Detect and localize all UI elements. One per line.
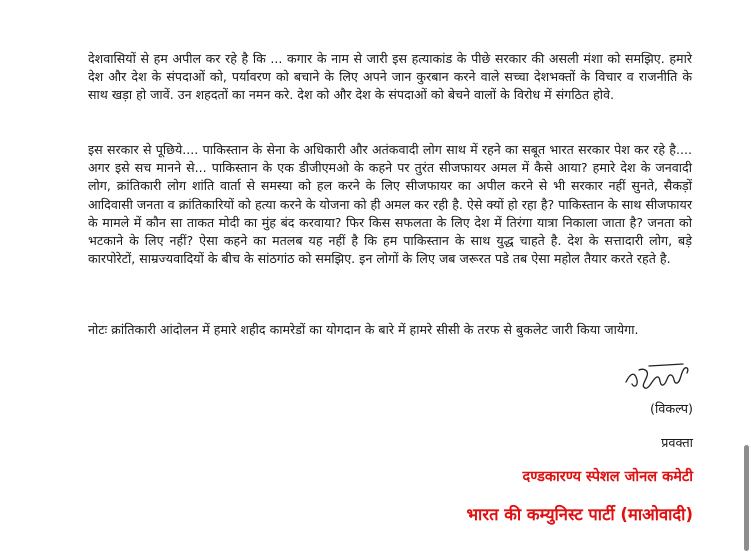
zonal-committee-title: दण्डकारण्य स्पेशल जोनल कमेटी <box>522 469 693 485</box>
signatory-role: प्रवक्ता <box>661 436 693 451</box>
signatory-name: (विकल्प) <box>649 402 693 417</box>
paragraph-text: नोटः क्रांतिकारी आंदोलन में हमारे शहीद कामरेडों का योगदान के बारे में हामरे सीसी के तरफ से बुकलेट जारी किया जायेगा. <box>88 322 639 337</box>
party-name: भारत की कम्युनिस्ट पार्टी (माओवादी) <box>466 505 693 524</box>
paragraph-note <box>88 321 692 339</box>
paragraph-text: इस सरकार से पूछिये.... पाकिस्तान के सेना के अधिकारी और अतंकवादी लोग साथ में रहने का सबूत भारत सरकार पेश कर रहे है.... अगर इसे सच मानने से... पाकिस्तान के एक डीजीएमओ के कहने पर तुरंत सीजफायर अमल में कैसे आया? हमारे देश के जनवादी लोग, क्रांतिकारी लोग शांति वार्ता से समस्या को हल करने के लिए सीजफायर का अपील करने से भी सरकार नहीं सुनते, सैकड़ों आदिवासी जनता व क्रांतिकारियों को हत्या करने के योजना को ही अमल कर रही है. ऐसे क्यों हो रहा है? पाकिस्तान के साथ सीजफायर के मामले में कौन सा ताकत मोदी का मुंह बंद करवाया? फिर किस सफलता के लिए देश में तिरंगा यात्रा निकाला जाता है? जनता को भटकाने के लिए नहीं? ऐसा कहने का मतलब यह नहीं है कि हम पाकिस्तान के साथ युद्ध चाहते है. देश के सत्तादारी लोग, बड़े कारपोरेटों, साम्रज्यवादियों के बीच के सांठगांठ को समझिए. इन लोगों के लिए जब जरूरत पडे तब ऐसा महोल तैयार करते रहते है. <box>88 142 692 267</box>
paragraph-text: देशवासियों से हम अपील कर रहे है कि ... कगार के नाम से जारी इस हत्याकांड के पीछे सरकार की असली मंशा को समझिए. हमारे देश और देश के संपदाओं को, पर्यावरण को बचाने के लिए अपने जान कुरबान करने वाले सच्चा देशभक्तों के विचार व राजनीति के साथ खड़ा हो जावें. उन शहदतों का नमन करे. देश को और देश के संपदाओं को बेचने वालों के विरोध में संगठित होवे. <box>88 51 692 103</box>
paragraph-questions <box>88 141 692 268</box>
paragraph-appeal <box>88 50 692 105</box>
handwritten-signature <box>623 360 693 396</box>
scrollbar-thumb[interactable] <box>744 445 749 551</box>
